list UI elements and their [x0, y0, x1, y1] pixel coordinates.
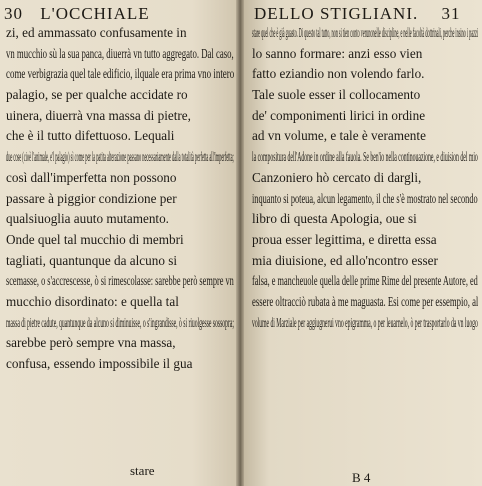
- text-line: che è il tutto difettuoso. Lequali: [6, 128, 175, 144]
- text-line: Tale suole esser il collocamento: [252, 87, 421, 103]
- text-line: volume di Marziale per aggiugnerui vno epigramma, o per leuarnelo, ò per trasportarlo da vn luogo: [252, 314, 478, 330]
- text-line: così dall'imperfetta non possono: [6, 169, 177, 185]
- text-line: confusa, essendo impossibile il gua: [6, 356, 193, 371]
- right-page: [240, 0, 482, 486]
- left-page-header: [4, 4, 150, 24]
- catchword: stare: [130, 463, 155, 478]
- text-line: essere oltracciò rubata à me maguasta. Esi come per essempio, al: [252, 293, 479, 309]
- right-page-number: 31: [441, 4, 461, 23]
- left-running-head: L'OCCHIALE: [40, 4, 150, 23]
- text-line: stare quel che è già guasto. Di questo tal tutto, non si tien conto verunonelle discipline, e nelle facoltà dottrinali, perche insino i pazzi: [252, 25, 479, 40]
- text-line: uinera, diuerrà vna massa di pietre,: [6, 107, 191, 123]
- text-line: qualsiuoglia auuto mutamento.: [6, 211, 169, 227]
- text-line: falsa, e mancheuole quella delle prime Rime del presente Autore, ed: [252, 273, 478, 289]
- text-line: Onde quel tal mucchio di membri: [6, 231, 184, 247]
- right-page-text: [252, 23, 478, 333]
- left-page: [0, 0, 240, 486]
- text-line: sarebbe però sempre vna massa,: [6, 335, 176, 351]
- text-line: ad vn volume, e tale è veramente: [252, 128, 426, 144]
- text-line: Canzoniero hò cercato di dargli,: [252, 169, 422, 185]
- left-page-text: [6, 23, 234, 375]
- text-line: scemasse, o s'accrescesse, ò si rimescolasse: sarebbe però sempre vn: [6, 273, 234, 289]
- book-gutter: [236, 0, 244, 486]
- text-line: inquanto si poteua, alcun legamento, il che s'è mostrato nel secondo: [252, 190, 478, 206]
- right-page-header: [254, 4, 461, 24]
- text-line: vn mucchio sù la sua panca, diuerrà vn tutto aggregato. Dal caso,: [6, 45, 234, 61]
- text-line: passare à piggior condizione per: [6, 190, 177, 206]
- right-running-head: DELLO STIGLIANI.: [254, 4, 419, 23]
- text-line: fatto eziandio non volendo farlo.: [252, 66, 425, 82]
- text-line: de' componimenti lirici in ordine: [252, 107, 426, 123]
- text-line: zi, ed ammassato confusamente in: [6, 25, 187, 40]
- text-line: proua esser legittima, e diretta essa: [252, 231, 437, 247]
- text-line: come verbigrazia quel tale edificio, ilquale era prima vno intero: [6, 66, 235, 82]
- signature-mark: B 4: [352, 470, 371, 485]
- text-line: tagliati, quantunque da alcuno si: [6, 252, 178, 268]
- left-page-number: 30: [4, 4, 23, 23]
- text-line: mucchio disordinato: e quella tal: [6, 293, 179, 309]
- text-line: due cose (cioè l'animale, e'l palagio) sì come per la patita alterazione passano necessariamente dalla totalità perfetta all'imperfetta;: [6, 149, 234, 165]
- text-line: massa di pietre cadute, quantunque da alcuno si diminuisse, o s'ingrandisse, ò si riuolgesse sossopra;: [6, 314, 234, 330]
- text-line: mia diuisione, ed allo'ncontro esser: [252, 252, 438, 268]
- text-line: lo sanno formare: anzi esso vien: [252, 45, 423, 61]
- text-line: libro di questa Apologia, oue si: [252, 211, 417, 227]
- text-line: palagio, se per qualche accidate ro: [6, 87, 188, 103]
- text-line: la compositura dell'Adone in ordine alla fauola. Se ben'io nella continouazione, e diuision del mio: [252, 149, 478, 165]
